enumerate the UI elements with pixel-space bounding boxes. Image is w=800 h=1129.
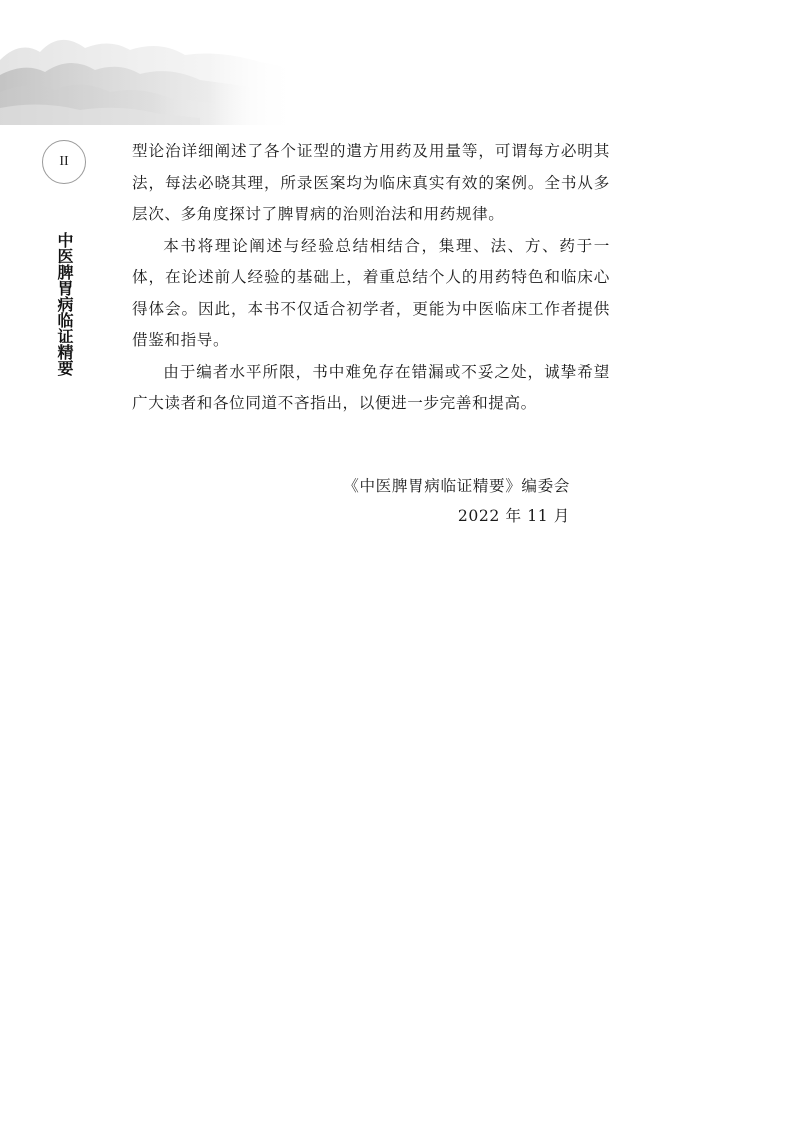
- page-number-badge: [42, 140, 86, 184]
- paragraph-1: 型论治详细阐述了各个证型的遣方用药及用量等，可谓每方必明其法，每法必晓其理，所录医案均为临床真实有效的案例。全书从多层次、多角度探讨了脾胃病的治则治法和用药规律。: [132, 142, 610, 223]
- paragraph-2: 本书将理论阐述与经验总结相结合，集理、法、方、药于一体，在论述前人经验的基础上，着重总结个人的用药特色和临床心得体会。因此，本书不仅适合初学者，更能为中医临床工作者提供借鉴和指导。: [132, 236, 610, 349]
- mountain-ink-decoration: [0, 0, 300, 125]
- paragraph-3: 由于编者水平所限，书中难免存在错漏或不妥之处，诚挚希望广大读者和各位同道不吝指出，以便进一步完善和提高。: [132, 362, 610, 412]
- signature-organization: 《中医脾胃病临证精要》编委会: [343, 477, 570, 495]
- spine-book-title: 中医脾胃病临证精要: [55, 232, 74, 376]
- signature-date: 2022 年 11 月: [457, 507, 570, 525]
- page-number: II: [59, 154, 69, 169]
- body-text: [132, 136, 610, 420]
